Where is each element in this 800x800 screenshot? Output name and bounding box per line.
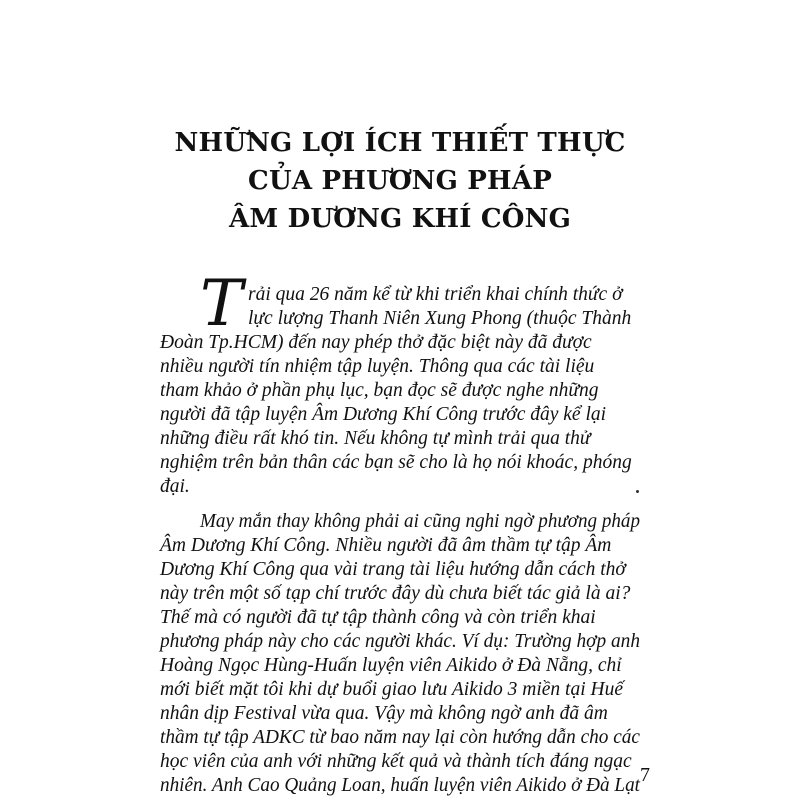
paragraph-1-line: những điều rất khó tin. Nếu không tự mình trải qua thử bbox=[160, 428, 591, 449]
paragraph-2-line: này trên một số tạp chí trước đây dù chưa biết tác giả là ai? bbox=[160, 583, 631, 604]
page-number: 7 bbox=[640, 764, 650, 786]
paragraph-2-line: nhiên. Anh Cao Quảng Loan, huấn luyện viên Aikido ở Đà Lạt bbox=[160, 775, 640, 796]
paragraph-2-line: Dương Khí Công qua vài trang tài liệu hướng dẫn cách thở bbox=[160, 559, 626, 580]
paragraph-2-line: Thế mà có người đã tự tập thành công và còn triển khai bbox=[160, 607, 596, 628]
paragraph-1-line: lực lượng Thanh Niên Xung Phong (thuộc Thành bbox=[248, 308, 632, 329]
paragraph-1-line: đại. bbox=[160, 476, 190, 497]
paragraph-1-line: nhiều người tín nhiệm tập luyện. Thông qua các tài liệu bbox=[160, 356, 595, 377]
drop-cap-letter: T bbox=[200, 267, 243, 341]
print-speck bbox=[636, 490, 639, 493]
chapter-title-line-2: CỦA PHƯƠNG PHÁP bbox=[248, 166, 552, 196]
paragraph-1-line: rải qua 26 năm kể từ khi triển khai chính thức ở bbox=[248, 284, 623, 305]
chapter-title-line-1: NHỮNG LỢI ÍCH THIẾT THỰC bbox=[174, 128, 626, 158]
paragraph-2-line: nhân dịp Festival vừa qua. Vậy mà không ngờ anh đã âm bbox=[160, 703, 608, 724]
paragraph-1-line: nghiệm trên bản thân các bạn sẽ cho là họ nói khoác, phóng bbox=[160, 452, 632, 473]
paragraph-2-line: Âm Dương Khí Công. Nhiều người đã âm thầm tự tập Âm bbox=[160, 535, 612, 556]
paragraph-2-line: phương pháp này cho các người khác. Ví dụ: Trường hợp anh bbox=[160, 631, 640, 652]
paragraph-1-line: Đoàn Tp.HCM) đến nay phép thở đặc biệt này đã được bbox=[160, 332, 592, 353]
paragraph-1-line: người đã tập luyện Âm Dương Khí Công trước đây kể lại bbox=[160, 404, 607, 425]
paragraph-2-line: May mắn thay không phải ai cũng nghi ngờ phương pháp bbox=[200, 511, 640, 532]
paragraph-2-line: thầm tự tập ADKC từ bao năm nay lại còn hướng dẫn cho các bbox=[160, 727, 640, 748]
paragraph-1-line: tham khảo ở phần phụ lục, bạn đọc sẽ được nghe những bbox=[160, 380, 599, 401]
paragraph-2-line: Hoàng Ngọc Hùng-Huấn luyện viên Aikido ở Đà Nẵng, chỉ bbox=[160, 655, 622, 676]
paragraph-2-line: học viên của anh với những kết quả và thành tích đáng ngạc bbox=[160, 751, 632, 772]
chapter-title-line-3: ÂM DƯƠNG KHÍ CÔNG bbox=[229, 204, 571, 234]
paragraph-2-line: mới biết mặt tôi khi dự buổi giao lưu Aikido 3 miền tại Huế bbox=[160, 679, 623, 700]
